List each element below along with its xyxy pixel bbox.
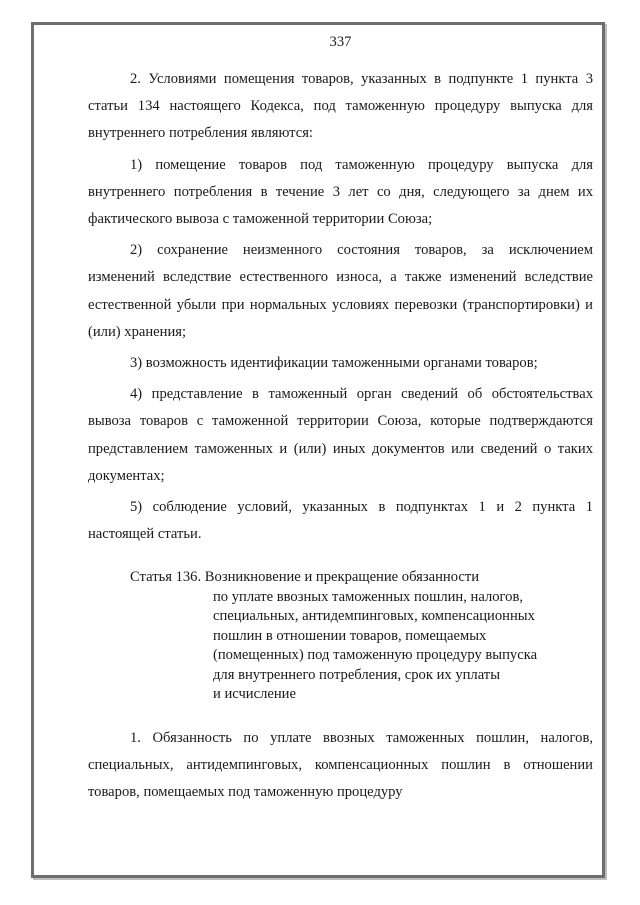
article-label: Статья 136. [130,569,202,586]
article-title-rest: по уплате ввозных таможенных пошлин, налогов, специальных, антидемпинговых, компенсационных пошлин в отношении товаров, помещаемых (помещенных) под таможенную процедуру выпуска для внутреннего потребления, срок их уплаты и исчисление [213,588,538,703]
document-page [88,32,593,811]
subitem-1: 1) помещение товаров под таможенную процедуру выпуска для внутреннего потребления в течение 3 лет со дня, следующего за днем их фактического вывоза с таможенной территории Союза; [88,156,593,228]
subitem-2: 2) сохранение неизменного состояния товаров, за исключением изменений вследствие естественного износа, а также изменений вследствие естественной убыли при нормальных условиях перевозки (транспортировки) и (или) хранения; [88,242,593,340]
subitem-3: 3) возможность идентификации таможенными органами товаров; [130,355,538,372]
article-heading [88,568,593,705]
page-number: 337 [329,34,352,50]
article-paragraph-1: 1. Обязанность по уплате ввозных таможенных пошлин, налогов, специальных, антидемпинговых, компенсационных пошлин в отношении товаров, помещаемых под таможенную процедуру [88,729,593,801]
article-title-first-line: Возникновение и прекращение обязанности [204,569,480,586]
subitem-5: 5) соблюдение условий, указанных в подпунктах 1 и 2 пункта 1 настоящей статьи. [88,499,593,543]
paragraph-2: 2. Условиями помещения товаров, указанных в подпункте 1 пункта 3 статьи 134 настоящего Кодекса, под таможенную процедуру выпуска для внутреннего потребления являются: [88,71,593,142]
subitem-4: 4) представление в таможенный орган сведений об обстоятельствах вывоза товаров с таможенной территории Союза, которые подтверждаются представлением таможенных и (или) иных документов или сведений о таких документах; [88,386,593,484]
article-heading-first-line [88,568,593,588]
